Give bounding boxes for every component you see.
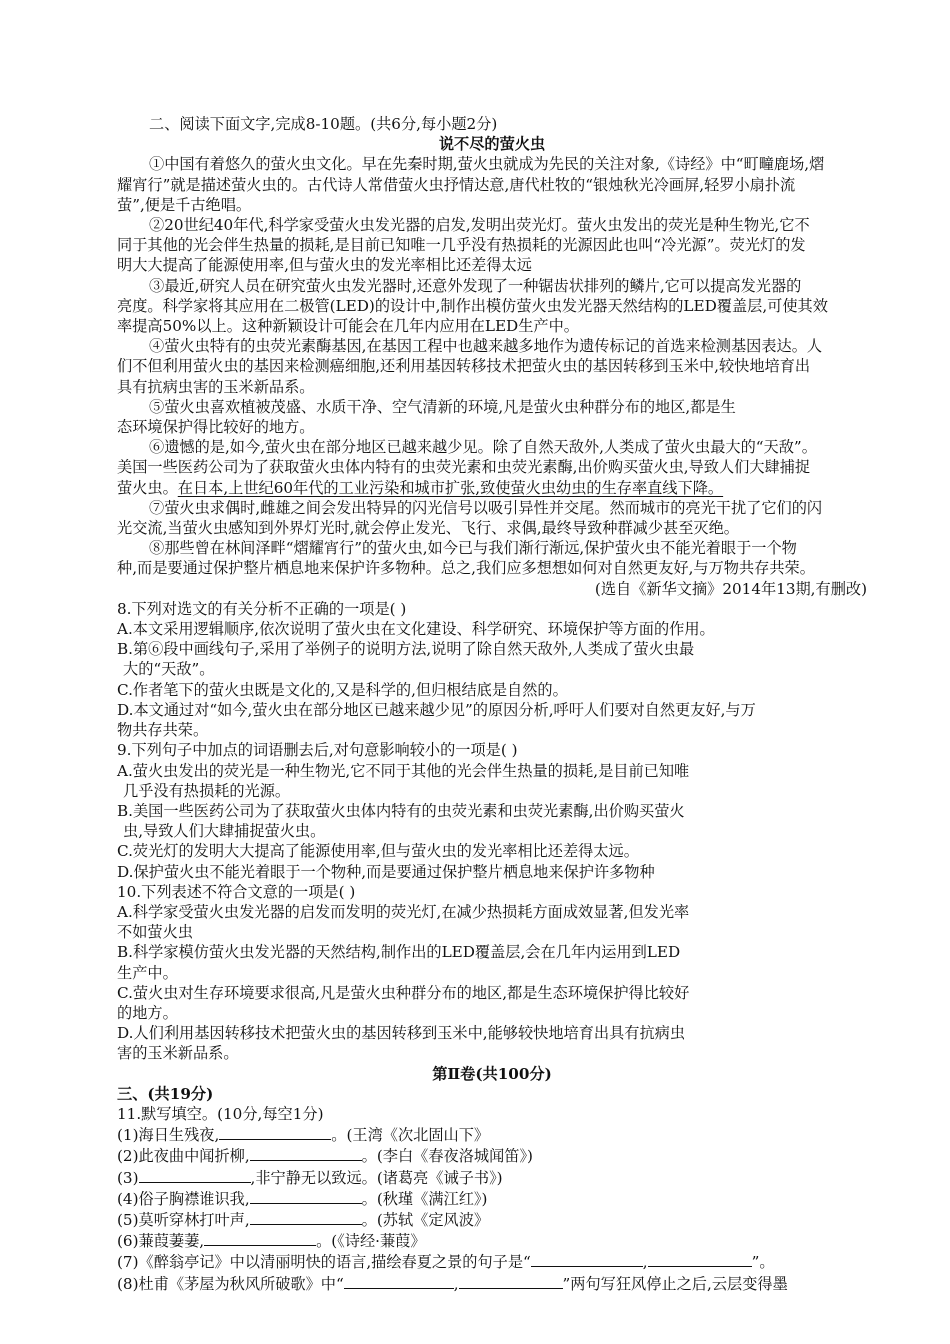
q8-option-d-cont: 物共存共荣。	[117, 721, 209, 740]
para-line: ④萤火虫特有的虫荧光素酶基因,在基因工程中也越来越多地作为遗传标记的首选来检测基因表达。人	[149, 337, 823, 356]
fill-item-4	[117, 1188, 867, 1209]
fill-prefix: (3)	[117, 1168, 139, 1187]
answer-blank[interactable]	[344, 1273, 454, 1289]
para-line: 萤”,便是千古绝唱。	[117, 195, 252, 214]
para-line: ⑤萤火虫喜欢植被茂盛、水质干净、空气清新的环境,凡是萤火虫种群分布的地区,都是生	[149, 397, 736, 416]
q8-option-b: B.第⑥段中画线句子,采用了举例子的说明方法,说明了除自然天敌外,人类成了萤火虫最	[117, 640, 695, 659]
fill-suffix: ,非宁静无以致远。(诸葛亮《诫子书》)	[250, 1168, 503, 1187]
answer-blank[interactable]	[204, 1230, 316, 1246]
q10-option-d-cont: 害的玉米新品系。	[117, 1044, 239, 1063]
para-line: 美国一些医药公司为了获取萤火虫体内特有的虫荧光素和虫荧光素酶,出价购买萤火虫,导致人们大肆捕捉	[117, 458, 811, 477]
para-line: 亮度。科学家将其应用在二极管(LED)的设计中,制作出模仿萤火虫发光器天然结构的LED覆盖层,可使其效	[117, 296, 828, 315]
fill-suffix: 。(秋瑾《满江红》)	[361, 1189, 488, 1208]
q9-option-b: B.美国一些医药公司为了获取萤火虫体内特有的虫荧光素和虫荧光素酶,出价购买萤火	[117, 801, 685, 820]
fill-item-6	[117, 1230, 867, 1251]
fill-suffix: ”。	[751, 1253, 775, 1272]
q9-option-a-cont: 几乎没有热损耗的光源。	[123, 781, 291, 800]
q9-option-b-cont: 虫,导致人们大肆捕捉萤火虫。	[123, 822, 326, 841]
fill-item-2	[117, 1145, 867, 1166]
exam-page	[117, 114, 867, 1294]
answer-blank[interactable]	[531, 1251, 643, 1267]
fill-suffix: 。(李白《春夜洛城闻笛》)	[361, 1147, 533, 1166]
para-line: 耀宵行”就是描述萤火虫的。古代诗人常借萤火虫抒情达意,唐代杜牧的“银烛秋光冷画屏,轻罗小扇扑流	[117, 175, 796, 194]
q10-stem: 10.下列表述不符合文意的一项是( )	[117, 882, 356, 901]
para-line: 们不但利用萤火虫的基因来检测癌细胞,还利用基因转移技术把萤火虫的基因转移到玉米中,较快地培育出	[117, 357, 811, 376]
q9-option-a: A.萤火虫发出的荧光是一种生物光,它不同于其他的光会伴生热量的损耗,是目前已知唯	[117, 761, 690, 780]
para-line: 明大大提高了能源使用率,但与萤火虫的发光率相比还差得太远	[117, 256, 532, 275]
answer-blank[interactable]	[250, 1188, 362, 1204]
fill-item-8	[117, 1273, 867, 1294]
fill-prefix: (6)蒹葭萋萋,	[117, 1232, 205, 1251]
source-note: (选自《新华文摘》2014年13期,有删改)	[594, 579, 867, 598]
q10-option-d: D.人们利用基因转移技术把萤火虫的基因转移到玉米中,能够较快地培育出具有抗病虫	[117, 1024, 686, 1043]
q8-stem: 8.下列对选文的有关分析不正确的一项是( )	[117, 599, 407, 618]
q10-option-a: A.科学家受萤火虫发光器的启发而发明的荧光灯,在减少热损耗方面成效显著,但发光率	[117, 902, 690, 921]
para-line-underlined	[117, 478, 867, 498]
para-line: ①中国有着悠久的萤火虫文化。早在先秦时期,萤火虫就成为先民的关注对象,《诗经》中“町疃鹿场,熠	[149, 155, 825, 174]
para-line: 同于其他的光会伴生热量的损耗,是目前已知唯一几乎没有热损耗的光源因此也叫“冷光源”。荧光灯的发	[117, 236, 806, 255]
fill-separator: ,	[453, 1274, 459, 1293]
fill-item-5	[117, 1209, 867, 1230]
fill-suffix: 。(王湾《次北固山下》	[331, 1126, 490, 1145]
q10-option-a-cont: 不如萤火虫	[117, 923, 193, 942]
fill-prefix: (5)莫听穿林打叶声,	[117, 1210, 250, 1229]
fill-item-7	[117, 1251, 867, 1272]
q10-option-b-cont: 生产中。	[117, 963, 178, 982]
q10-option-b: B.科学家模仿萤火虫发光器的天然结构,制作出的LED覆盖层,会在几年内运用到LED	[117, 943, 681, 962]
fill-item-1	[117, 1124, 867, 1145]
q9-option-c: C.荧光灯的发明大大提高了能源使用率,但与萤火虫的发光率相比还差得太远。	[117, 842, 639, 861]
para-line: 率提高50%以上。这种新颖设计可能会在几年内应用在LED生产中。	[117, 317, 579, 336]
fill-prefix: (4)俗子胸襟谁识我,	[117, 1189, 250, 1208]
q11-stem: 11.默写填空。(10分,每空1分)	[117, 1104, 324, 1123]
q10-option-c: C.萤火虫对生存环境要求很高,凡是萤火虫种群分布的地区,都是生态环境保护得比较好	[117, 983, 690, 1002]
para-line: ②20世纪40年代,科学家受萤火虫发光器的启发,发明出荧光灯。萤火虫发出的荧光是种生物光,它不	[149, 216, 810, 235]
fill-item-3	[117, 1167, 867, 1188]
fill-suffix: 。(《诗经·蒹葭》	[316, 1232, 426, 1251]
q8-option-b-cont: 大的“天敌”。	[123, 660, 215, 679]
part2-title: 第Ⅱ卷(共100分)	[432, 1064, 552, 1083]
para-line: 具有抗病虫害的玉米新品系。	[117, 377, 315, 396]
fill-prefix: (7)《醉翁亭记》中以清丽明快的语言,描绘春夏之景的句子是“	[117, 1253, 531, 1272]
fill-suffix: 。(苏轼《定风波》	[361, 1210, 490, 1229]
answer-blank[interactable]	[139, 1167, 251, 1183]
underlined-sentence: 在日本,上世纪60年代的工业污染和城市扩张,致使萤火虫幼虫的生存率直线下降。	[177, 478, 724, 497]
q9-stem: 9.下列句子中加点的词语删去后,对句意影响较小的一项是( )	[117, 741, 518, 760]
section2-header: 二、阅读下面文字,完成8-10题。(共6分,每小题2分)	[149, 115, 498, 133]
article-title: 说不尽的萤火虫	[438, 135, 546, 154]
fill-prefix: (1)海日生残夜,	[117, 1126, 220, 1145]
q8-option-d: D.本文通过对“如今,萤火虫在部分地区已越来越少见”的原因分析,呼吁人们要对自然更友好,与万	[117, 700, 756, 719]
para-line: 种,而是要通过保护整片栖息地来保护许多物种。总之,我们应多想想如何对自然更友好,与万物共存共荣。	[117, 559, 815, 578]
q8-option-c: C.作者笔下的萤火虫既是文化的,又是科学的,但归根结底是自然的。	[117, 680, 568, 699]
q10-option-c-cont: 的地方。	[117, 1003, 178, 1022]
fill-suffix: ”两句写狂风停止之后,云层变得墨	[562, 1274, 788, 1293]
para-line: ⑦萤火虫求偶时,雌雄之间会发出特异的闪光信号以吸引异性并交尾。然而城市的亮光干扰了它们的闪	[149, 498, 823, 517]
answer-blank[interactable]	[250, 1145, 362, 1161]
answer-blank[interactable]	[459, 1273, 563, 1289]
para-line: ⑥遗憾的是,如今,萤火虫在部分地区已越来越少见。除了自然天敌外,人类成了萤火虫最大的“天敌”。	[149, 438, 817, 457]
plain-text: 萤火虫。	[117, 478, 178, 497]
para-line: 光交流,当萤火虫感知到外界灯光时,就会停止发光、飞行、求偶,最终导致种群减少甚至灭绝。	[117, 519, 739, 538]
para-line: 态环境保护得比较好的地方。	[117, 418, 315, 437]
fill-prefix: (8)杜甫《茅屋为秋风所破歌》中“	[117, 1274, 344, 1293]
para-line: ③最近,研究人员在研究萤火虫发光器时,还意外发现了一种锯齿状排列的鳞片,它可以提高发光器的	[149, 276, 802, 295]
para-line: ⑧那些曾在林间泽畔“熠耀宵行”的萤火虫,如今已与我们渐行渐远,保护萤火虫不能光着眼于一个物	[149, 539, 797, 558]
q9-option-d: D.保护萤火虫不能光着眼于一个物种,而是要通过保护整片栖息地来保护许多物种	[117, 862, 655, 881]
answer-blank[interactable]	[250, 1209, 362, 1225]
q8-option-a: A.本文采用逻辑顺序,依次说明了萤火虫在文化建设、科学研究、环境保护等方面的作用。	[117, 620, 715, 639]
answer-blank[interactable]	[648, 1251, 752, 1267]
section3-header: 三、(共19分)	[117, 1084, 214, 1103]
fill-separator: ,	[642, 1253, 648, 1272]
fill-prefix: (2)此夜曲中闻折柳,	[117, 1147, 250, 1166]
answer-blank[interactable]	[219, 1124, 331, 1140]
